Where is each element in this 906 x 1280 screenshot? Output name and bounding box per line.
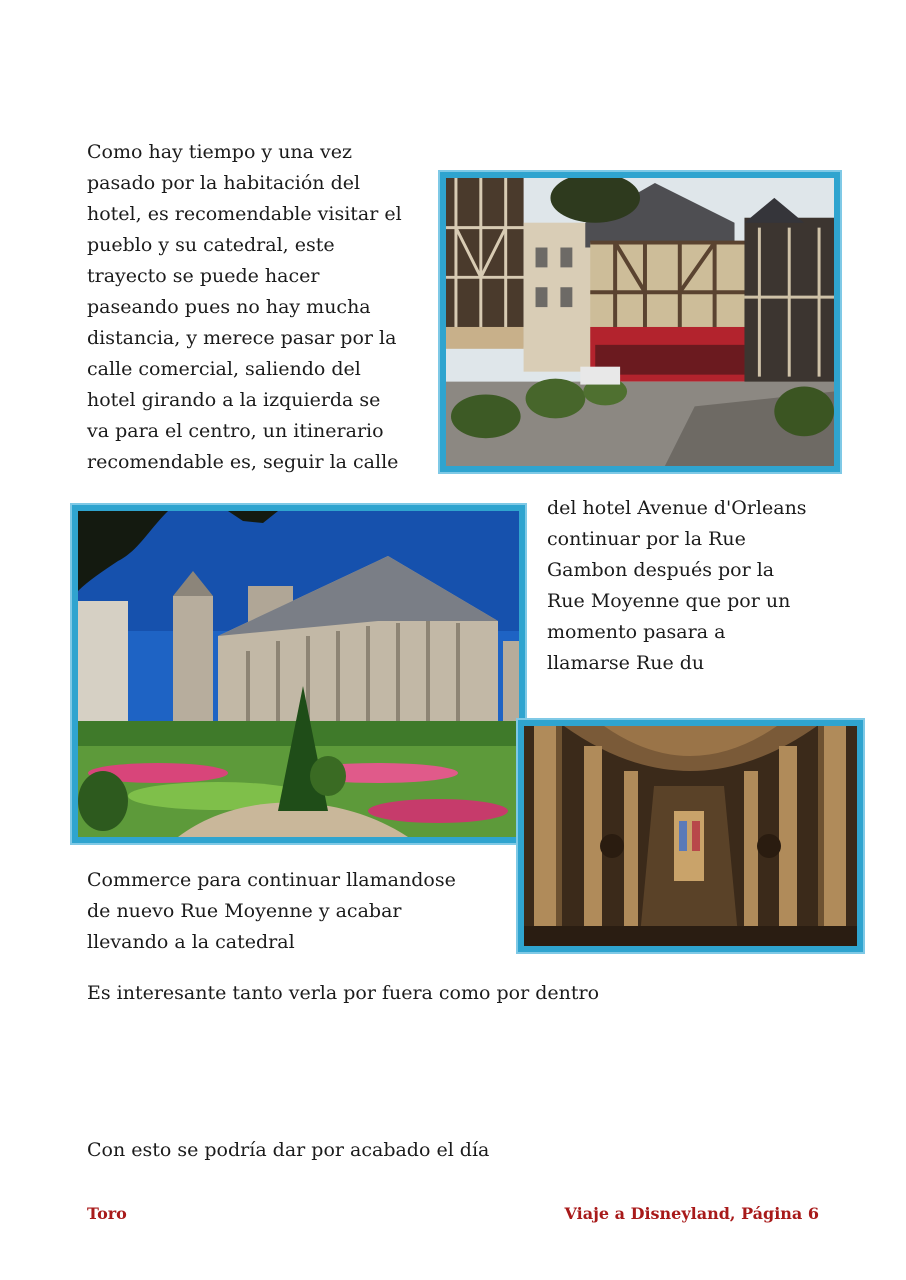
photo-street-half-timbered-houses	[438, 170, 842, 474]
paragraph-cathedral-note: Es interesante tanto verla por fuera como por dentro	[87, 982, 600, 1004]
paragraph-day-end: Con esto se podría dar por acabado el día	[87, 1139, 490, 1161]
footer-page-info: Viaje a Disneyland, Página 6	[564, 1204, 819, 1223]
paragraph-route-continued: del hotel Avenue d'Orleans continuar por la Rue Gambon después por la Rue Moyenne que por un momento pasara a llamarse Rue du	[547, 497, 807, 674]
paragraph-route-end: Commerce para continuar llamandose de nuevo Rue Moyenne y acabar llevando a la catedral	[87, 869, 456, 953]
photo-cathedral-exterior-gardens	[70, 503, 527, 845]
footer-author: Toro	[87, 1204, 127, 1223]
photo-cathedral-interior	[516, 718, 865, 954]
paragraph-intro: Como hay tiempo y una vez pasado por la habitación del hotel, es recomendable visitar el pueblo y su catedral, este trayecto se puede hacer paseando pues no hay mucha distancia, y merece pasar por la calle comercial, saliendo del hotel girando a la izquierda se va para el centro, un itinerario recomendable es, seguir la calle	[87, 141, 402, 473]
